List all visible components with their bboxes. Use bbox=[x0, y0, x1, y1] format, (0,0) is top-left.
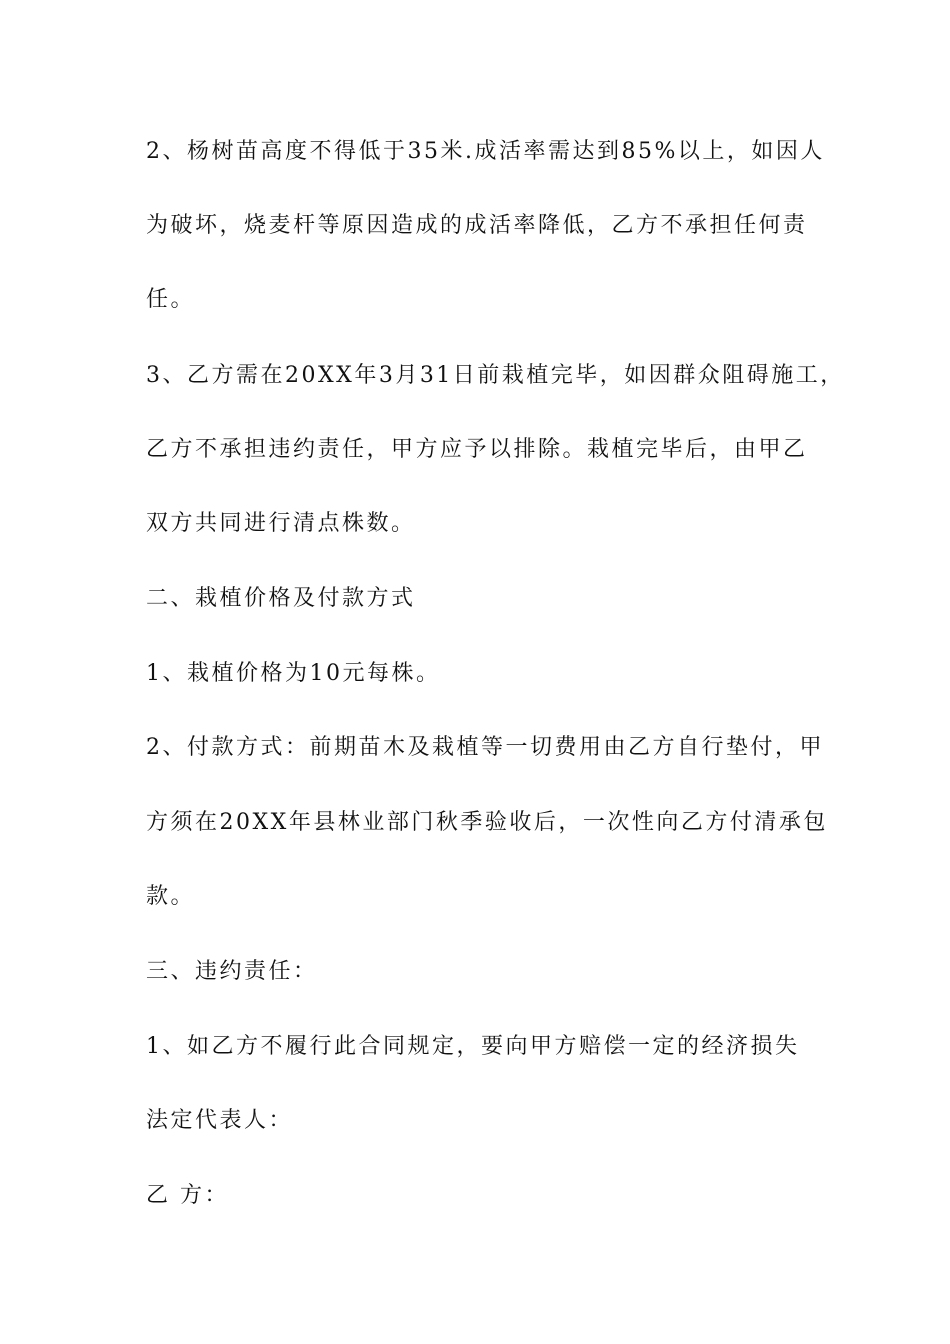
payment-clause-line-1: 2、付款方式：前期苗木及栽植等一切费用由乙方自行垫付，甲 bbox=[146, 735, 824, 760]
section-2-heading: 二、栽植价格及付款方式 bbox=[146, 586, 416, 611]
legal-representative-label: 法定代表人： bbox=[146, 1108, 294, 1133]
payment-clause-line-2: 方须在20XX年县林业部门秋季验收后，一次性向乙方付清承包 bbox=[146, 810, 828, 835]
price-clause-1: 1、栽植价格为10元每株。 bbox=[146, 661, 441, 686]
section-3-heading: 三、违约责任： bbox=[146, 959, 318, 984]
payment-clause-line-3: 款。 bbox=[146, 884, 196, 909]
clause-2-line-1: 2、杨树苗高度不得低于35米.成活率需达到85%以上，如因人 bbox=[146, 139, 825, 164]
clause-2-line-2: 为破坏，烧麦杆等原因造成的成活率降低，乙方不承担任何责 bbox=[146, 213, 808, 238]
clause-3-line-1: 3、乙方需在20XX年3月31日前栽植完毕，如因群众阻碍施工， bbox=[146, 363, 845, 388]
party-b-label: 乙 方： bbox=[146, 1183, 229, 1208]
clause-3-line-2: 乙方不承担违约责任，甲方应予以排除。栽植完毕后，由甲乙 bbox=[146, 437, 808, 462]
clause-2-line-3: 任。 bbox=[146, 287, 196, 312]
clause-3-line-3: 双方共同进行清点株数。 bbox=[146, 511, 416, 536]
liability-clause-1: 1、如乙方不履行此合同规定，要向甲方赔偿一定的经济损失 bbox=[146, 1034, 800, 1059]
